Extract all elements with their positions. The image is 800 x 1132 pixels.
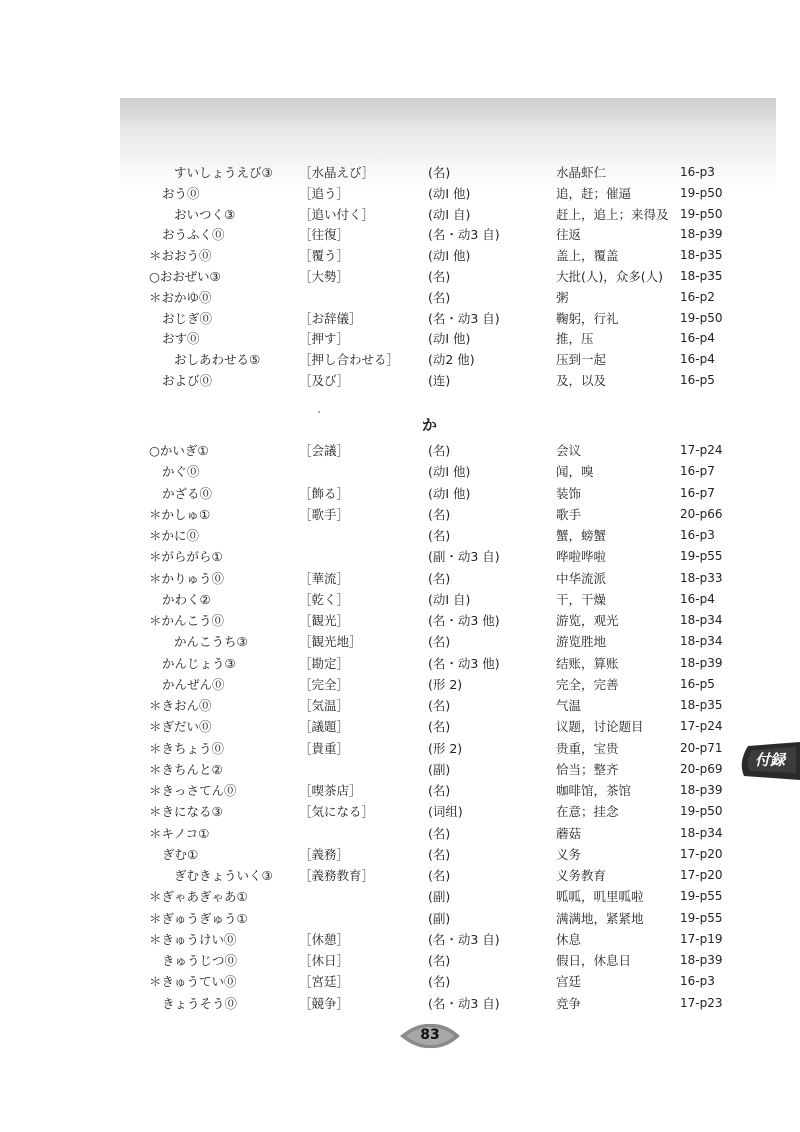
table-row [0, 568, 800, 589]
entry-part-of-speech: (名) [428, 528, 451, 543]
entry-part-of-speech: (名) [428, 868, 451, 883]
entry-reading: かんじょう③ [162, 655, 236, 671]
table-row [0, 695, 800, 716]
entry-part-of-speech: (名) [428, 634, 451, 650]
entry-meaning: 干，干燥 [556, 591, 607, 607]
entry-kanji: ［会議］ [299, 443, 350, 458]
entry-part-of-speech: (动I 他) [428, 485, 471, 501]
entry-part-of-speech: (名・动3 自) [428, 995, 500, 1011]
entry-part-of-speech: (名) [428, 846, 451, 862]
entry-part-of-speech: (动I 自) [428, 206, 471, 222]
entry-reference: 18-p39 [680, 953, 723, 967]
entry-part-of-speech: (名) [428, 953, 451, 968]
entry-reference: 19-p50 [680, 804, 723, 819]
entry-reference: 16-p4 [680, 352, 715, 367]
entry-reading: かわく② [162, 591, 211, 607]
entry-reference: 16-p3 [680, 974, 715, 989]
entry-meaning: 满满地，紧紧地 [556, 910, 644, 926]
entry-kanji: ［覆う］ [299, 248, 350, 264]
table-row [0, 674, 800, 695]
entry-meaning: 赶上，追上；来得及 [556, 206, 669, 222]
entry-meaning: 粥 [556, 289, 569, 305]
entry-meaning: 呱呱，叽里呱啦 [556, 889, 644, 905]
entry-kanji: ［往復］ [299, 227, 350, 243]
entry-kanji: ［気温］ [299, 698, 350, 713]
page-number-badge [398, 1023, 462, 1049]
entry-meaning: 闻，嗅 [556, 464, 594, 480]
entry-reference: 17-p19 [680, 931, 723, 946]
entry-part-of-speech: (名) [428, 165, 451, 180]
entry-reading: かんぜん⓪ [162, 676, 225, 692]
entry-reading: ＊おおう⓪ [149, 248, 212, 264]
entry-reference: 18-p39 [680, 783, 723, 797]
entry-part-of-speech: (名) [428, 443, 451, 458]
entry-part-of-speech: (动I 他) [428, 331, 471, 347]
entry-reading: ＊キノコ① [149, 825, 210, 841]
entry-reading: ＊かんこう⓪ [149, 613, 225, 628]
entry-reference: 16-p4 [680, 591, 715, 606]
entry-part-of-speech: (副) [428, 761, 451, 777]
entry-reference: 16-p7 [680, 485, 715, 500]
table-row [0, 844, 800, 865]
entry-reference: 18-p34 [680, 634, 723, 649]
entry-reading: きゅうじつ⓪ [162, 953, 238, 968]
entry-reading: おいつく③ [174, 206, 236, 222]
entry-part-of-speech: (动I 他) [428, 464, 471, 480]
table-row [0, 801, 800, 822]
entry-part-of-speech: (名) [428, 719, 451, 735]
page-number: 83 [420, 1027, 440, 1043]
entry-reading: ＊きちんと② [149, 761, 223, 777]
entry-reference: 19-p55 [680, 549, 723, 564]
entry-reading: ○おおぜい③ [149, 269, 221, 284]
table-row [0, 631, 800, 652]
entry-part-of-speech: (形 2) [428, 740, 463, 756]
entry-kanji: ［気になる］ [299, 804, 375, 820]
entry-reference: 16-p5 [680, 676, 715, 691]
entry-part-of-speech: (名) [428, 783, 451, 798]
entry-reference: 16-p5 [680, 373, 715, 387]
entry-kanji: ［勘定］ [299, 655, 350, 671]
table-row [0, 780, 800, 801]
entry-reading: ＊きおん⓪ [149, 698, 212, 713]
table-row [0, 908, 800, 929]
entry-kanji: ［歌手］ [299, 506, 350, 522]
entry-reading: すいしょうえび③ [174, 165, 273, 180]
entry-reference: 18-p39 [680, 227, 723, 242]
table-row [0, 971, 800, 992]
entry-meaning: 装饰 [556, 485, 582, 501]
entry-kanji: ［観光］ [299, 613, 350, 628]
table-row [0, 759, 800, 780]
table-row [0, 287, 800, 308]
entry-reading: ＊がらがら① [149, 549, 223, 565]
entry-meaning: 贵重，宝贵 [556, 740, 619, 756]
entry-reference: 17-p20 [680, 868, 723, 882]
table-row [0, 224, 800, 245]
entry-kanji: ［飾る］ [299, 485, 350, 501]
entry-meaning: 恰当；整齐 [556, 761, 619, 777]
entry-kanji: ［義務］ [299, 846, 350, 862]
entry-reading: および⓪ [162, 373, 213, 388]
entry-kanji: ［押す］ [299, 331, 350, 347]
entry-part-of-speech: (副・动3 自) [428, 549, 500, 565]
entry-reading: ＊きゅうけい⓪ [149, 931, 237, 947]
entry-meaning: 哗啦哗啦 [556, 549, 607, 565]
entry-reference: 16-p2 [680, 289, 715, 304]
entry-reference: 18-p33 [680, 570, 723, 585]
entry-reading: おうふく⓪ [162, 227, 225, 243]
table-row [0, 929, 800, 950]
table-row [0, 950, 800, 971]
entry-kanji: ［完全］ [299, 676, 350, 692]
entry-meaning: 水晶虾仁 [556, 165, 607, 180]
entry-meaning: 及，以及 [556, 373, 607, 388]
table-row [0, 504, 800, 525]
table-row [0, 886, 800, 907]
entry-kanji: ［水晶えび］ [299, 165, 375, 180]
entry-meaning: 压到一起 [556, 352, 607, 368]
entry-reading: ＊おかゆ⓪ [149, 289, 212, 305]
entry-kanji: ［乾く］ [299, 591, 350, 607]
entry-meaning: 追，赶；催逼 [556, 185, 632, 201]
table-row [0, 204, 800, 225]
entry-kanji: ［貴重］ [299, 740, 350, 756]
entry-reading: ＊かりゅう⓪ [149, 570, 225, 586]
entry-meaning: 义务 [556, 846, 582, 862]
entry-reading: ＊かしゅ① [149, 506, 211, 522]
entry-reference: 19-p55 [680, 910, 723, 925]
entry-part-of-speech: (名) [428, 506, 451, 522]
entry-reference: 20-p69 [680, 761, 723, 776]
entry-meaning: 往返 [556, 227, 582, 243]
entry-reference: 16-p3 [680, 528, 715, 542]
entry-meaning: 中华流派 [556, 570, 607, 586]
entry-part-of-speech: (副) [428, 889, 451, 905]
entry-part-of-speech: (词组) [428, 804, 463, 820]
table-row [0, 245, 800, 266]
entry-reference: 19-p50 [680, 185, 723, 200]
table-row [0, 440, 800, 461]
table-row [0, 483, 800, 504]
entry-kanji: ［追う］ [299, 185, 350, 201]
entry-reading: ＊きになる③ [149, 804, 223, 820]
entry-kanji: ［観光地］ [299, 634, 362, 650]
entry-kanji: ［競争］ [299, 995, 350, 1011]
entry-kanji: ［大勢］ [299, 269, 350, 284]
table-row [0, 589, 800, 610]
entry-reference: 19-p50 [680, 310, 723, 325]
entry-reference: 20-p66 [680, 506, 723, 521]
entry-reference: 17-p24 [680, 443, 723, 457]
entry-kanji: ［休憩］ [299, 931, 350, 947]
entry-meaning: 宫廷 [556, 974, 582, 990]
table-row [0, 308, 800, 329]
entry-meaning: 蟹，螃蟹 [556, 528, 607, 543]
entry-meaning: 咖啡馆，茶馆 [556, 783, 632, 798]
entry-part-of-speech: (动I 他) [428, 248, 471, 264]
entry-reference: 16-p3 [680, 165, 715, 179]
entry-meaning: 大批(人)，众多(人) [556, 269, 664, 284]
entry-kanji: ［喫茶店］ [299, 783, 362, 798]
entry-part-of-speech: (名) [428, 974, 451, 990]
entry-reading: かざる⓪ [162, 485, 213, 501]
entry-reading: ＊きちょう⓪ [149, 740, 225, 756]
entry-part-of-speech: (名) [428, 570, 451, 586]
table-row [0, 738, 800, 759]
entry-part-of-speech: (名・动3 自) [428, 310, 500, 326]
table-row [0, 525, 800, 546]
entry-part-of-speech: (名・动3 自) [428, 931, 500, 947]
entry-meaning: 盖上，覆盖 [556, 248, 619, 264]
entry-part-of-speech: (名) [428, 698, 451, 713]
entry-reading: かんこうち③ [174, 634, 248, 650]
entry-meaning: 休息 [556, 931, 582, 947]
entry-meaning: 鞠躬，行礼 [556, 310, 619, 326]
entry-kanji: ［休日］ [299, 953, 350, 968]
entry-reading: おじぎ⓪ [162, 310, 213, 326]
entry-part-of-speech: (名) [428, 269, 451, 284]
entry-reference: 17-p20 [680, 846, 723, 861]
entry-part-of-speech: (名) [428, 289, 451, 305]
entry-part-of-speech: (名・动3 自) [428, 227, 500, 243]
entry-meaning: 会议 [556, 443, 582, 458]
entry-meaning: 结账，算账 [556, 655, 619, 671]
table-row [0, 993, 800, 1014]
table-row [0, 461, 800, 482]
entry-reference: 19-p55 [680, 889, 723, 904]
entry-reference: 18-p35 [680, 698, 723, 712]
entry-meaning: 游览胜地 [556, 634, 607, 650]
entry-reading: ぎむきょういく③ [174, 868, 273, 883]
entry-reading: ＊ぎだい⓪ [149, 719, 212, 735]
table-row [0, 546, 800, 567]
table-row [0, 183, 800, 204]
table-row [0, 162, 800, 183]
entry-reference: 18-p35 [680, 269, 723, 283]
entry-meaning: 义务教育 [556, 868, 607, 883]
entry-reference: 18-p34 [680, 613, 723, 627]
entry-kanji: ［お辞儀］ [299, 310, 362, 326]
entry-part-of-speech: (动2 他) [428, 352, 475, 368]
table-row [0, 653, 800, 674]
entry-kanji: ［宮廷］ [299, 974, 350, 990]
entry-reading: おう⓪ [162, 185, 200, 201]
entry-kanji: ［義務教育］ [299, 868, 375, 883]
entry-meaning: 议题，讨论题目 [556, 719, 644, 735]
entry-part-of-speech: (连) [428, 373, 451, 388]
entry-reading: ＊ぎゃあぎゃあ① [149, 889, 248, 905]
entry-reading: おす⓪ [162, 331, 200, 347]
entry-meaning: 蘑菇 [556, 825, 582, 841]
entry-reading: ＊かに⓪ [149, 528, 200, 543]
entry-part-of-speech: (名・动3 他) [428, 613, 500, 628]
entry-meaning: 在意；挂念 [556, 804, 619, 820]
entry-meaning: 歌手 [556, 506, 582, 522]
entry-meaning: 假日，休息日 [556, 953, 632, 968]
table-row [0, 370, 800, 391]
entry-kanji: ［議題］ [299, 719, 350, 735]
entry-reading: ＊ぎゅうぎゅう① [149, 910, 248, 926]
entry-reference: 20-p71 [680, 740, 723, 755]
entry-part-of-speech: (动I 自) [428, 591, 471, 607]
entry-kanji: ［華流］ [299, 570, 350, 586]
entry-reading: ぎむ① [162, 846, 199, 862]
table-row [0, 328, 800, 349]
side-tab-label: 付録 [754, 751, 785, 769]
entry-reading: きょうそう⓪ [162, 995, 238, 1011]
entry-kanji: ［追い付く］ [299, 206, 375, 222]
section-heading: か [422, 416, 438, 434]
entry-reading: ○かいぎ① [149, 443, 209, 458]
entry-meaning: 气温 [556, 698, 582, 713]
entry-reference: 17-p24 [680, 719, 723, 734]
entry-reference: 16-p7 [680, 464, 715, 479]
entry-part-of-speech: (名) [428, 825, 451, 841]
entry-kanji: ［及び］ [299, 373, 350, 388]
entry-part-of-speech: (形 2) [428, 676, 463, 692]
entry-meaning: 竞争 [556, 995, 582, 1011]
entry-meaning: 游览，观光 [556, 613, 619, 628]
entry-reference: 17-p23 [680, 995, 723, 1010]
entry-reference: 16-p4 [680, 331, 715, 346]
entry-reference: 18-p34 [680, 825, 723, 840]
table-row [0, 266, 800, 287]
table-row [0, 349, 800, 370]
entry-reading: ＊きゅうてい⓪ [149, 974, 237, 990]
entry-reference: 19-p50 [680, 206, 723, 221]
table-row [0, 716, 800, 737]
entry-reference: 18-p39 [680, 655, 723, 670]
appendix-side-tab [738, 742, 800, 780]
entry-kanji: ［押し合わせる］ [299, 352, 400, 368]
entry-meaning: 推，压 [556, 331, 594, 347]
entry-part-of-speech: (动I 他) [428, 185, 471, 201]
entry-reading: ＊きっさてん⓪ [149, 783, 237, 798]
table-row [0, 865, 800, 886]
entry-reading: おしあわせる⑤ [174, 352, 261, 368]
entry-meaning: 完全，完善 [556, 676, 619, 692]
table-row [0, 610, 800, 631]
entry-part-of-speech: (名・动3 他) [428, 655, 500, 671]
entry-reading: かぐ⓪ [162, 464, 200, 480]
entry-part-of-speech: (副) [428, 910, 451, 926]
table-row [0, 823, 800, 844]
entry-reference: 18-p35 [680, 248, 723, 263]
